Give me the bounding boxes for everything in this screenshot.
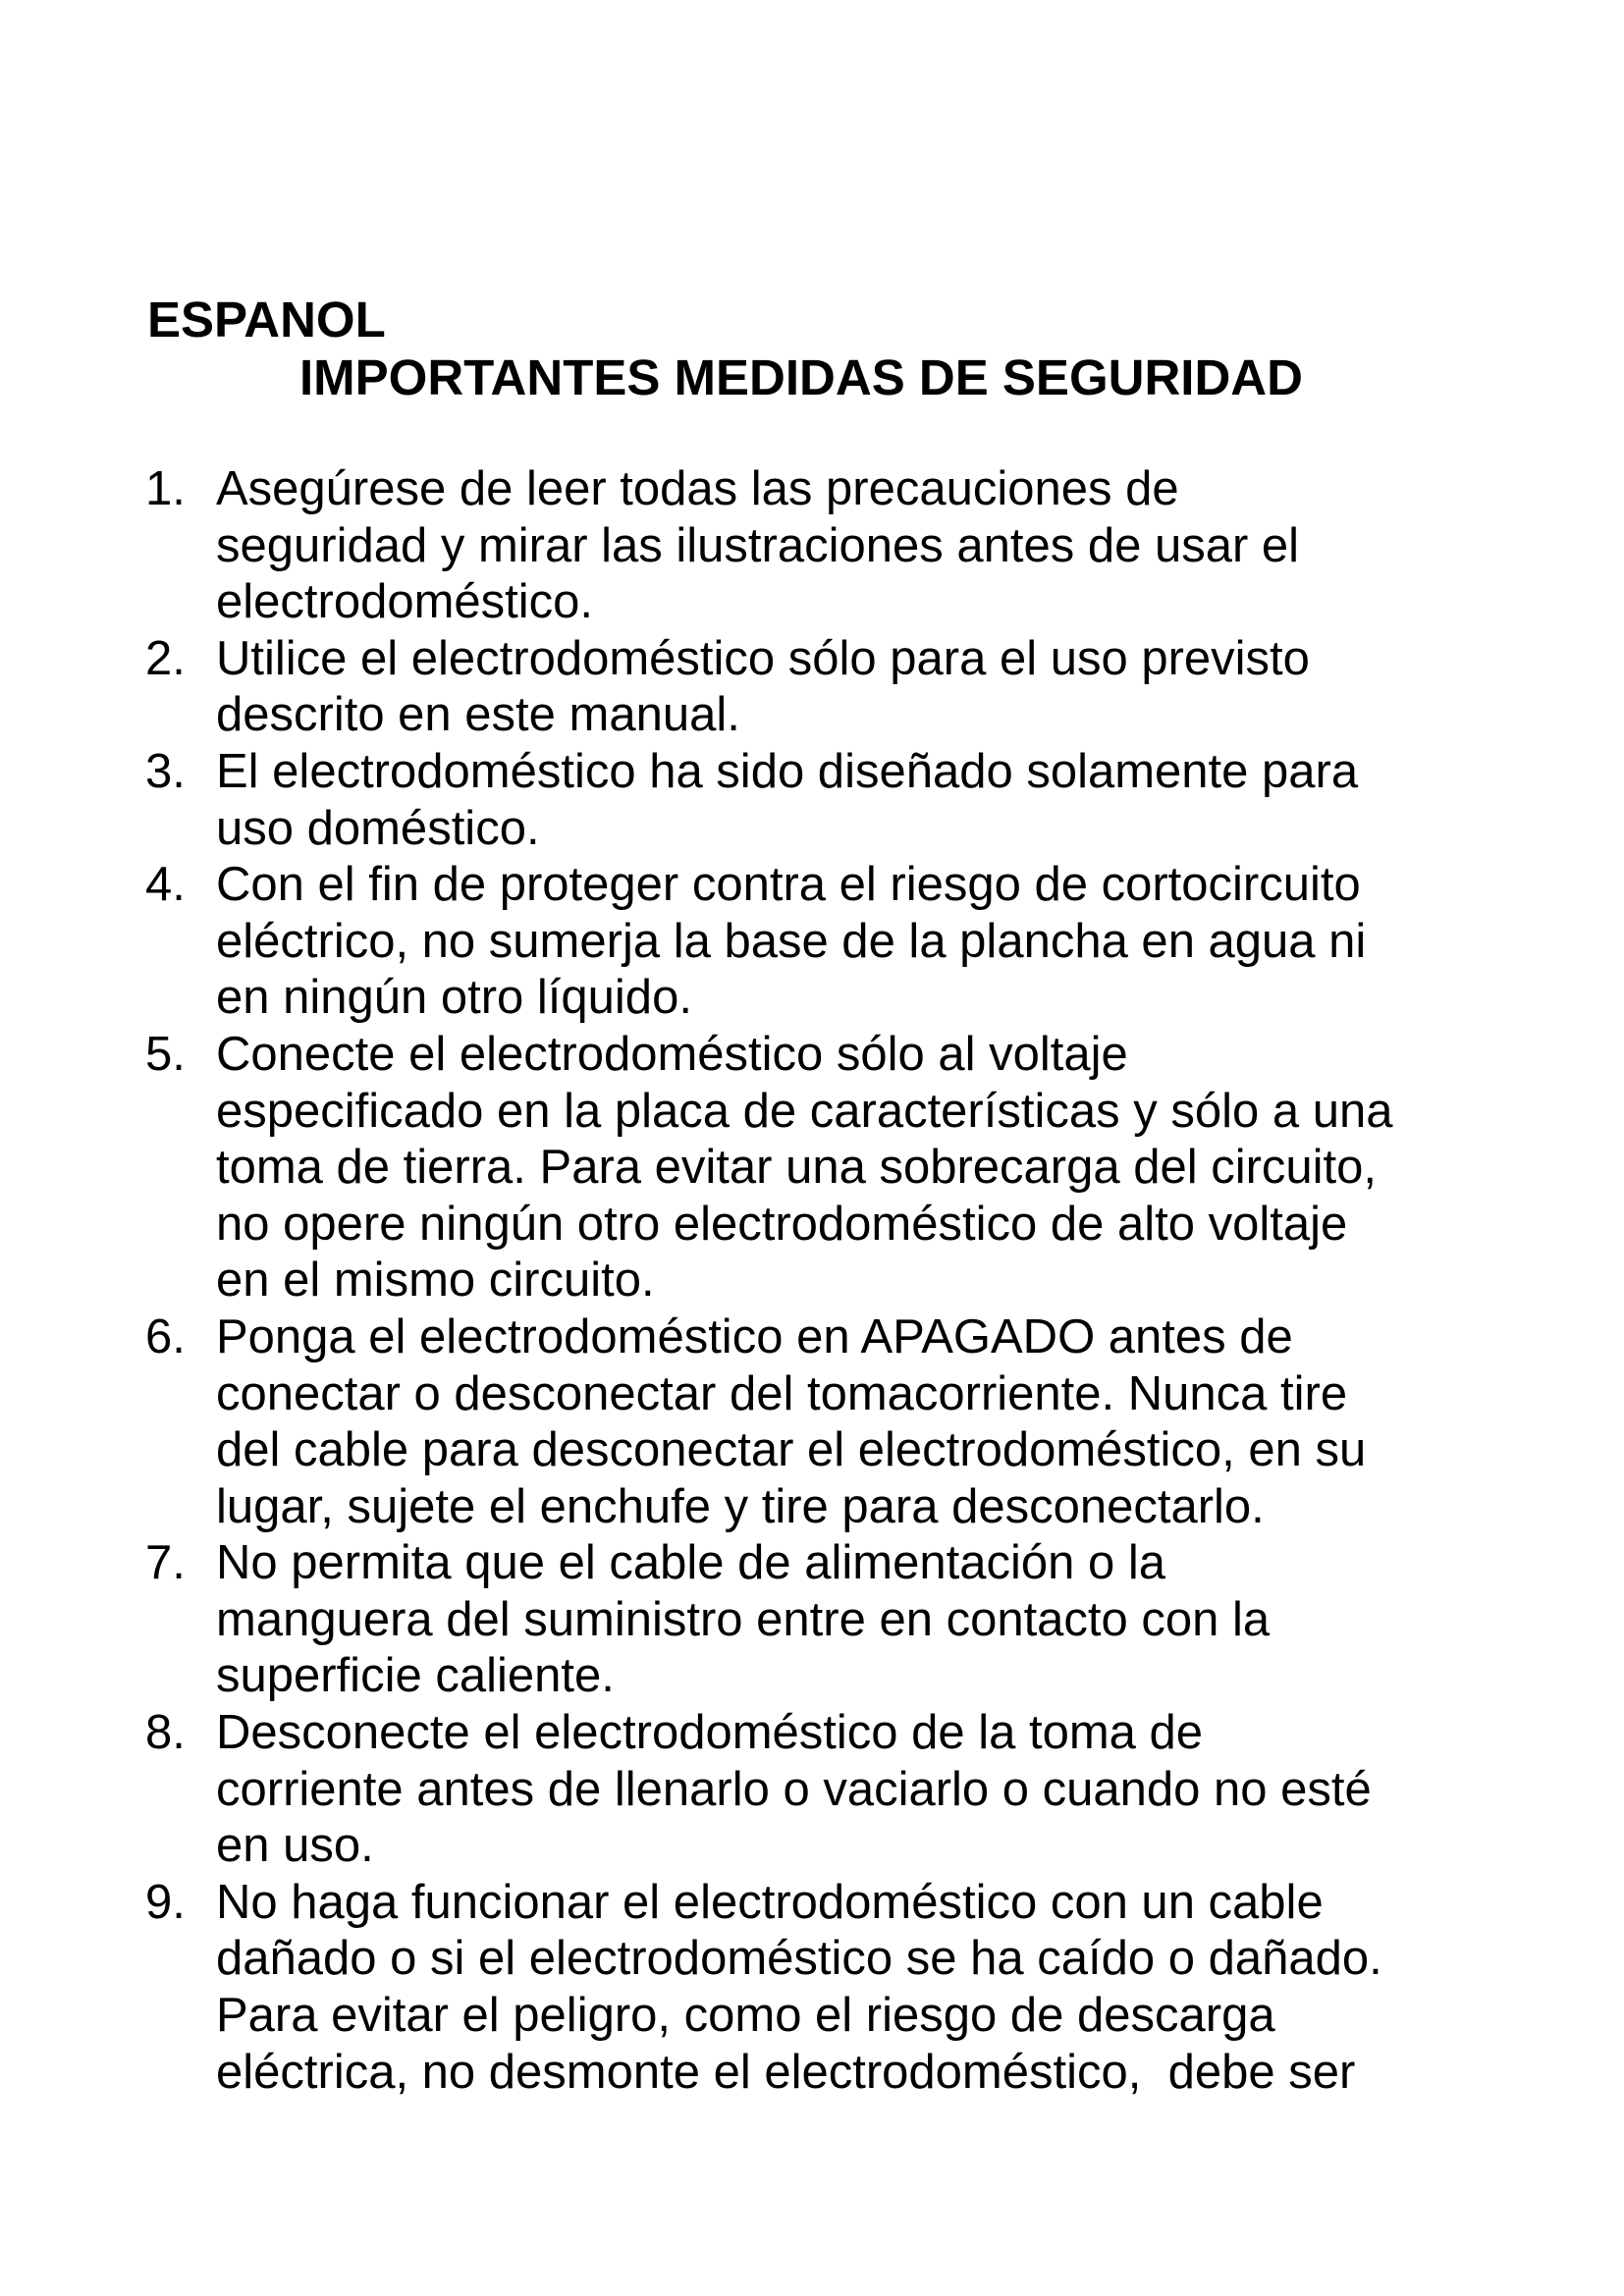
list-item	[0, 461, 1624, 631]
safety-instructions-list	[0, 461, 1624, 2101]
list-item	[0, 1309, 1624, 1535]
list-item	[0, 1535, 1624, 1705]
item-number: 4.	[145, 858, 186, 912]
list-item	[0, 1705, 1624, 1875]
language-heading: ESPANOL	[147, 292, 386, 347]
item-text: Con el fin de proteger contra el riesgo de cortocircuito eléctrico, no sumerja la base de la plancha en agua ni en ningún otro líquido.	[216, 858, 1367, 1025]
list-item	[0, 857, 1624, 1027]
item-number: 2.	[145, 631, 186, 685]
list-item	[0, 1027, 1624, 1309]
item-number: 5.	[145, 1027, 186, 1081]
document-title: IMPORTANTES MEDIDAS DE SEGURIDAD	[299, 349, 1303, 405]
item-number: 1.	[145, 462, 186, 515]
item-text: No haga funcionar el electrodoméstico con un cable dañado o si el electrodoméstico se ha caído o dañado. Para evitar el peligro, como el riesgo de descarga eléctrica, no desmonte el electrodoméstico, debe ser	[216, 1875, 1382, 2099]
item-text: Desconecte el electrodoméstico de la toma de corriente antes de llenarlo o vaciarlo o cuando no esté en uso.	[216, 1706, 1372, 1873]
list-item	[0, 1875, 1624, 2101]
item-number: 3.	[145, 744, 186, 798]
item-text: Utilice el electrodoméstico sólo para el uso previsto descrito en este manual.	[216, 631, 1310, 742]
item-number: 6.	[145, 1309, 186, 1363]
list-item	[0, 631, 1624, 744]
item-text: El electrodoméstico ha sido diseñado solamente para uso doméstico.	[216, 744, 1359, 855]
item-text: No permita que el cable de alimentación o la manguera del suministro entre en contacto con la superficie caliente.	[216, 1536, 1271, 1703]
item-number: 7.	[145, 1536, 186, 1590]
item-text: Conecte el electrodoméstico sólo al voltaje especificado en la placa de características y sólo a una toma de tierra. Para evitar una sobrecarga del circuito, no opere ningún otro electrodoméstico de alto voltaje en el mismo circuito.	[216, 1027, 1393, 1308]
item-text: Ponga el electrodoméstico en APAGADO antes de conectar o desconectar del tomacorriente. Nunca tire del cable para desconectar el electrodoméstico, en su lugar, sujete el enchufe y tire para desconectarlo.	[216, 1309, 1367, 1533]
list-item	[0, 744, 1624, 857]
item-text: Asegúrese de leer todas las precauciones de seguridad y mirar las ilustraciones antes de usar el electrodoméstico.	[216, 462, 1300, 629]
item-number: 9.	[145, 1875, 186, 1929]
item-number: 8.	[145, 1706, 186, 1760]
